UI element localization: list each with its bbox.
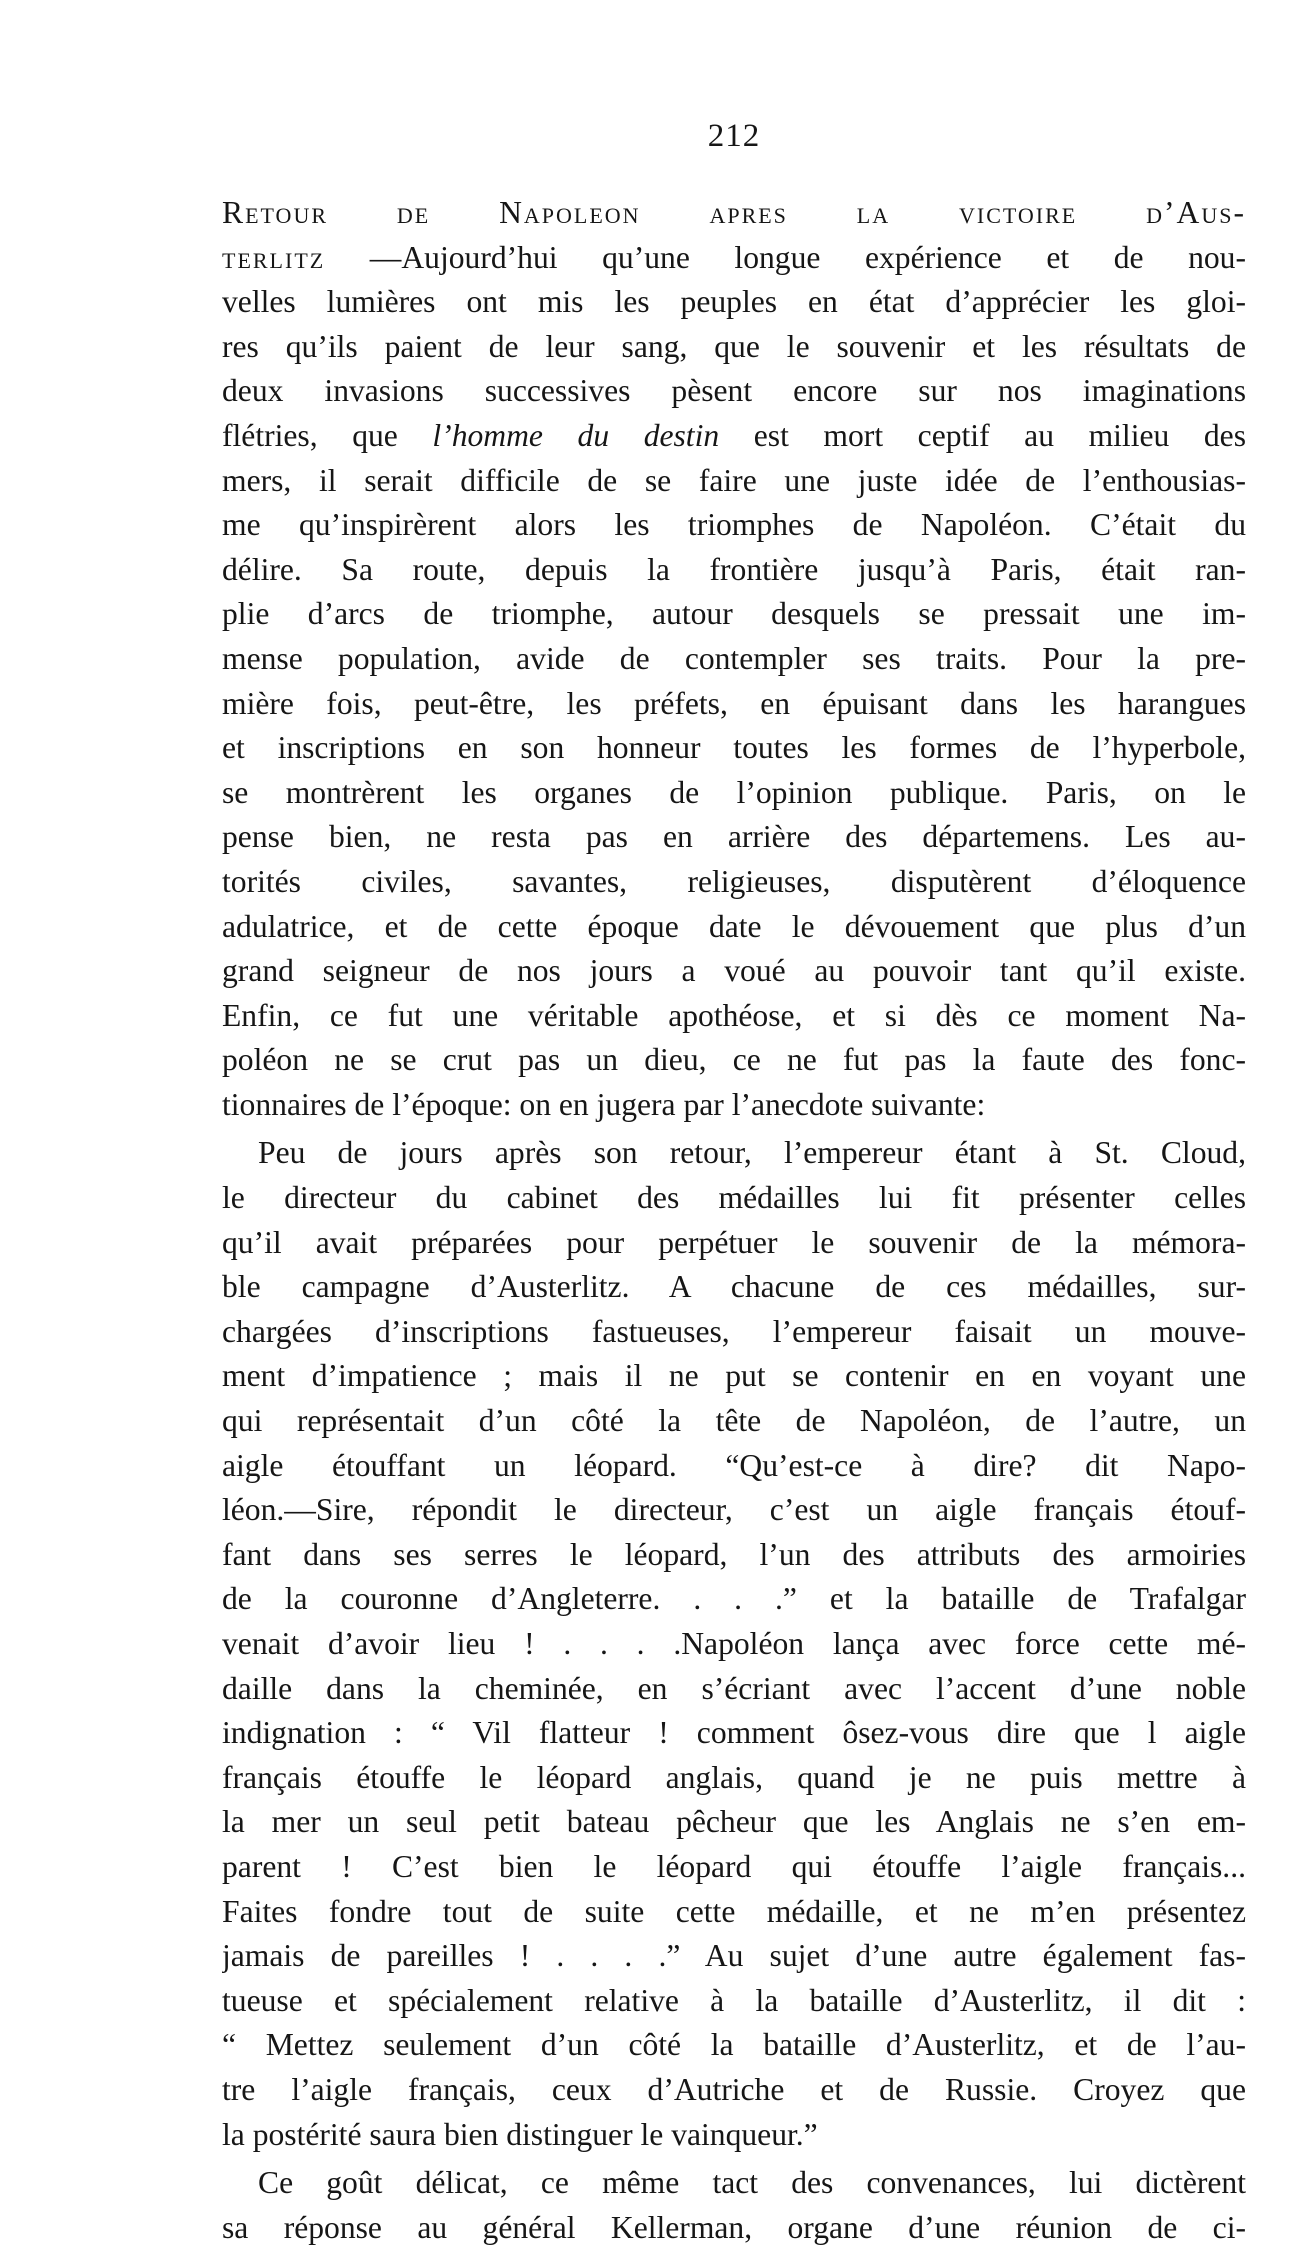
article-heading-continued: terlitz bbox=[222, 239, 326, 275]
text-fragment: flétries, que bbox=[222, 417, 433, 453]
text-line: velles lumières ont mis les peuples en état d’apprécier les gloi- bbox=[222, 284, 1246, 320]
text-line: de la couronne d’Angleterre. . . .” et la bataille de Trafalgar bbox=[222, 1581, 1246, 1617]
text-line: venait d’avoir lieu ! . . . .Napoléon lança avec force cette mé- bbox=[222, 1626, 1246, 1661]
text-line bbox=[222, 191, 1246, 236]
text-line: “ Mettez seulement d’un côté la bataille d’Austerlitz, et de l’au- bbox=[222, 2027, 1246, 2063]
text-line: Ce goût délicat, ce même tact des convenances, lui dictèrent bbox=[258, 2165, 1246, 2201]
text-line: le directeur du cabinet des médailles lui fit présenter celles bbox=[222, 1180, 1246, 1216]
text-line: indignation : “ Vil flatteur ! comment ôsez-vous dire que l aigle bbox=[222, 1715, 1246, 1751]
text-line bbox=[222, 414, 1246, 459]
text-line: Faites fondre tout de suite cette médaille, et ne m’en présentez bbox=[222, 1893, 1246, 1929]
text-line: Enfin, ce fut une véritable apothéose, et si dès ce moment Na- bbox=[222, 997, 1246, 1033]
article-heading: Retour de Napoleon apres la victoire d’Aus- bbox=[222, 195, 1246, 230]
text-line: ment d’impatience ; mais il ne put se contenir en en voyant une bbox=[222, 1358, 1246, 1394]
text-line: sa réponse au général Kellerman, organe d’une réunion de ci- bbox=[222, 2209, 1246, 2245]
page-number: 212 bbox=[707, 118, 761, 154]
paragraph-1 bbox=[222, 191, 1246, 1127]
text-line: deux invasions successives pèsent encore sur nos imaginations bbox=[222, 373, 1246, 409]
text-line: se montrèrent les organes de l’opinion publique. Paris, on le bbox=[222, 774, 1246, 810]
text-line: mière fois, peut-être, les préfets, en épuisant dans les harangues bbox=[222, 685, 1246, 721]
text-line: mense population, avide de contempler ses traits. Pour la pre- bbox=[222, 640, 1246, 676]
text-line: aigle étouffant un léopard. “Qu’est-ce à dire? dit Napo- bbox=[222, 1447, 1246, 1483]
text-line: fant dans ses serres le léopard, l’un des attributs des armoiries bbox=[222, 1536, 1246, 1572]
text-line: res qu’ils paient de leur sang, que le souvenir et les résultats de bbox=[222, 328, 1246, 364]
text-line: français étouffe le léopard anglais, quand je ne puis mettre à bbox=[222, 1759, 1246, 1795]
text-fragment: —Aujourd’hui qu’une longue expérience et de nou- bbox=[325, 239, 1246, 275]
paragraph-2 bbox=[222, 1131, 1246, 2157]
text-line: plie d’arcs de triomphe, autour desquels se pressait une im- bbox=[222, 596, 1246, 632]
text-line: mers, il serait difficile de se faire une juste idée de l’enthousias- bbox=[222, 462, 1246, 498]
text-line: léon.—Sire, répondit le directeur, c’est un aigle français étouf- bbox=[222, 1492, 1246, 1528]
text-line: délire. Sa route, depuis la frontière jusqu’à Paris, était ran- bbox=[222, 551, 1246, 587]
text-line: jamais de pareilles ! . . . .” Au sujet d’une autre également fas- bbox=[222, 1938, 1246, 1974]
text-line: pense bien, ne resta pas en arrière des départemens. Les au- bbox=[222, 819, 1246, 855]
text-line: la mer un seul petit bateau pêcheur que les Anglais ne s’en em- bbox=[222, 1804, 1246, 1840]
italic-phrase: l’homme du destin bbox=[432, 417, 720, 453]
text-line: parent ! C’est bien le léopard qui étouffe l’aigle français... bbox=[222, 1848, 1246, 1884]
text-line: torités civiles, savantes, religieuses, disputèrent d’éloquence bbox=[222, 863, 1246, 899]
text-line: me qu’inspirèrent alors les triomphes de Napoléon. C’était du bbox=[222, 507, 1246, 543]
text-line: chargées d’inscriptions fastueuses, l’empereur faisait un mouve- bbox=[222, 1313, 1246, 1349]
text-line: qu’il avait préparées pour perpétuer le souvenir de la mémora- bbox=[222, 1224, 1246, 1260]
text-line: tre l’aigle français, ceux d’Autriche et de Russie. Croyez que bbox=[222, 2071, 1246, 2107]
text-fragment: est mort ceptif au milieu des bbox=[719, 417, 1246, 453]
text-line: qui représentait d’un côté la tête de Napoléon, de l’autre, un bbox=[222, 1403, 1246, 1439]
paragraph-3 bbox=[222, 2161, 1246, 2250]
text-line: et inscriptions en son honneur toutes les formes de l’hyperbole, bbox=[222, 730, 1246, 766]
text-line: adulatrice, et de cette époque date le dévouement que plus d’un bbox=[222, 908, 1246, 944]
text-line: Peu de jours après son retour, l’empereur étant à St. Cloud, bbox=[258, 1135, 1246, 1171]
text-line: tueuse et spécialement relative à la bataille d’Austerlitz, il dit : bbox=[222, 1982, 1246, 2018]
text-line: daille dans la cheminée, en s’écriant avec l’accent d’une noble bbox=[222, 1670, 1246, 1706]
text-line bbox=[222, 236, 1246, 281]
text-line: grand seigneur de nos jours a voué au pouvoir tant qu’il existe. bbox=[222, 953, 1246, 989]
article-body bbox=[222, 191, 1246, 2250]
text-line: poléon ne se crut pas un dieu, ce ne fut pas la faute des fonc- bbox=[222, 1042, 1246, 1078]
text-line: la postérité saura bien distinguer le vainqueur.” bbox=[222, 2116, 818, 2152]
text-line: tionnaires de l’époque: on en jugera par l’anecdote suivante: bbox=[222, 1086, 986, 1122]
text-line: ble campagne d’Austerlitz. A chacune de ces médailles, sur- bbox=[222, 1269, 1246, 1305]
